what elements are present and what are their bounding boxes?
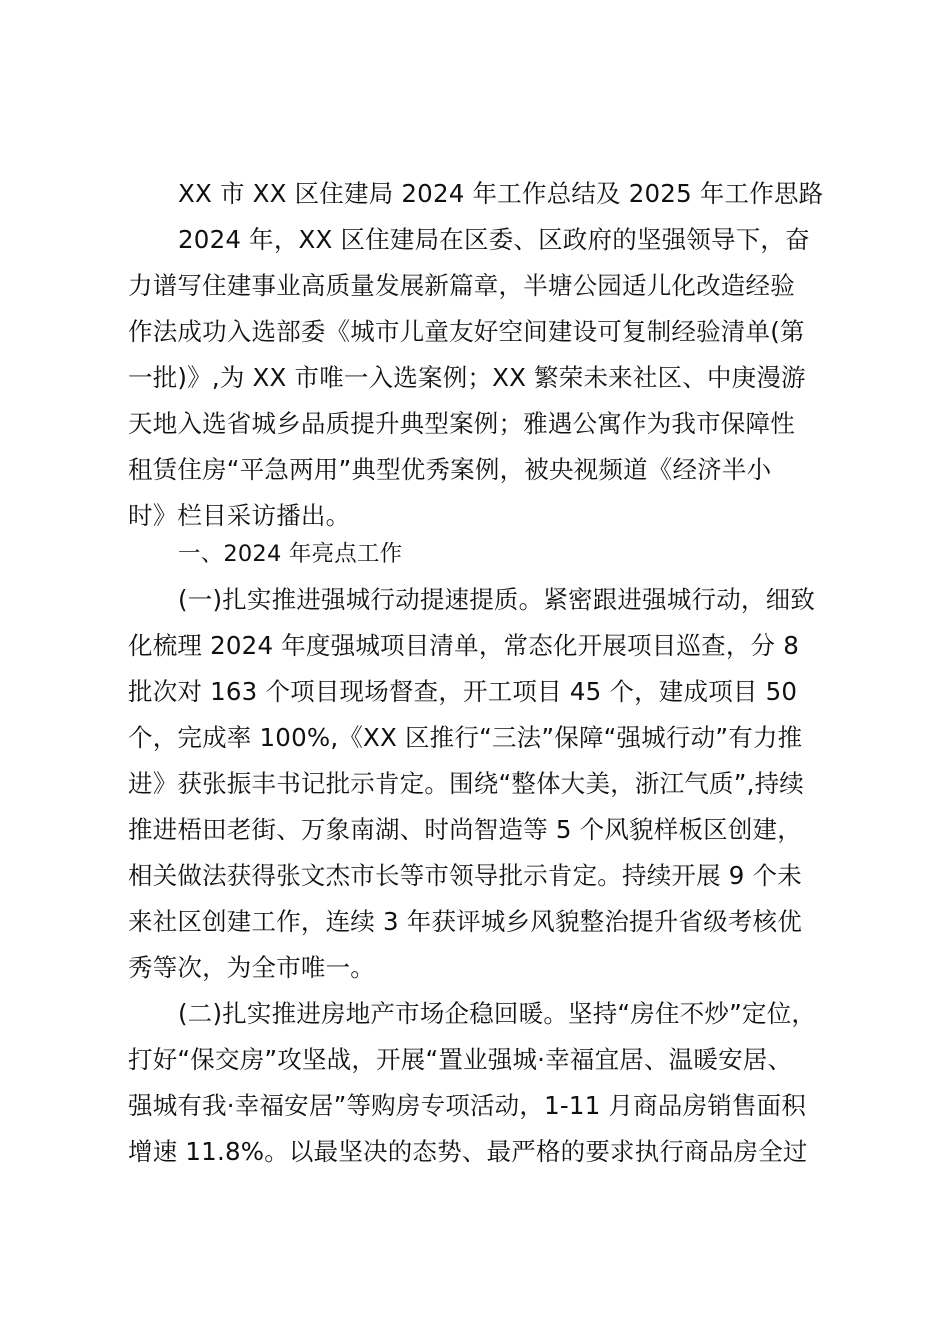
paragraph-2-line-3: 批次对 163 个项目现场督查，开工项目 45 个，建成项目 50 [128,677,798,706]
paragraph-3-line-3: 强城有我·幸福安居”等购房专项活动，1-11 月商品房销售面积 [128,1091,807,1120]
paragraph-3-line-1: (二)扎实推进房地产市场企稳回暖。坚持“房住不炒”定位， [178,999,817,1028]
paragraph-2-line-2: 化梳理 2024 年度强城项目清单，常态化开展项目巡查，分 8 [128,631,799,660]
paragraph-2-line-5: 进》获张振丰书记批示肯定。围绕“整体大美，浙江气质”,持续 [128,769,804,798]
paragraph-2-line-6: 推进梧田老街、万象南湖、时尚智造等 5 个风貌样板区创建， [128,815,802,844]
paragraph-2-line-1: (一)扎实推进强城行动提速提质。紧密跟进强城行动，细致 [178,585,816,614]
paragraph-3-line-4: 增速 11.8%。以最坚决的态势、最严格的要求执行商品房全过 [128,1137,808,1166]
paragraph-3-line-2: 打好“保交房”攻坚战，开展“置业强城·幸福宜居、温暖安居、 [128,1045,793,1074]
paragraph-1-line-6: 租赁住房“平急两用”典型优秀案例，被央视频道《经济半小 [128,455,772,484]
paragraph-2-line-8: 来社区创建工作，连续 3 年获评城乡风貌整治提升省级考核优 [128,907,802,936]
paragraph-2-line-7: 相关做法获得张文杰市长等市领导批示肯定。持续开展 9 个未 [128,861,802,890]
paragraph-1-line-1: 2024 年，XX 区住建局在区委、区政府的坚强领导下，奋 [178,225,810,254]
paragraph-1-line-3: 作法成功入选部委《城市儿童友好空间建设可复制经验清单(第 [128,317,805,346]
document-title: XX 市 XX 区住建局 2024 年工作总结及 2025 年工作思路 [178,179,824,208]
paragraph-1-line-7: 时》栏目采访播出。 [128,501,351,530]
paragraph-2-line-9: 秀等次，为全市唯一。 [128,953,375,982]
section-heading: 一、2024 年亮点工作 [178,541,403,567]
paragraph-1-line-2: 力谱写住建事业高质量发展新篇章，半塘公园适儿化改造经验 [128,271,795,300]
paragraph-1-line-4: 一批)》,为 XX 市唯一入选案例；XX 繁荣未来社区、中庚漫游 [128,363,806,392]
paragraph-1-line-5: 天地入选省城乡品质提升典型案例；雅遇公寓作为我市保障性 [128,409,795,438]
paragraph-2-line-4: 个，完成率 100%,《XX 区推行“三法”保障“强城行动”有力推 [128,723,803,752]
